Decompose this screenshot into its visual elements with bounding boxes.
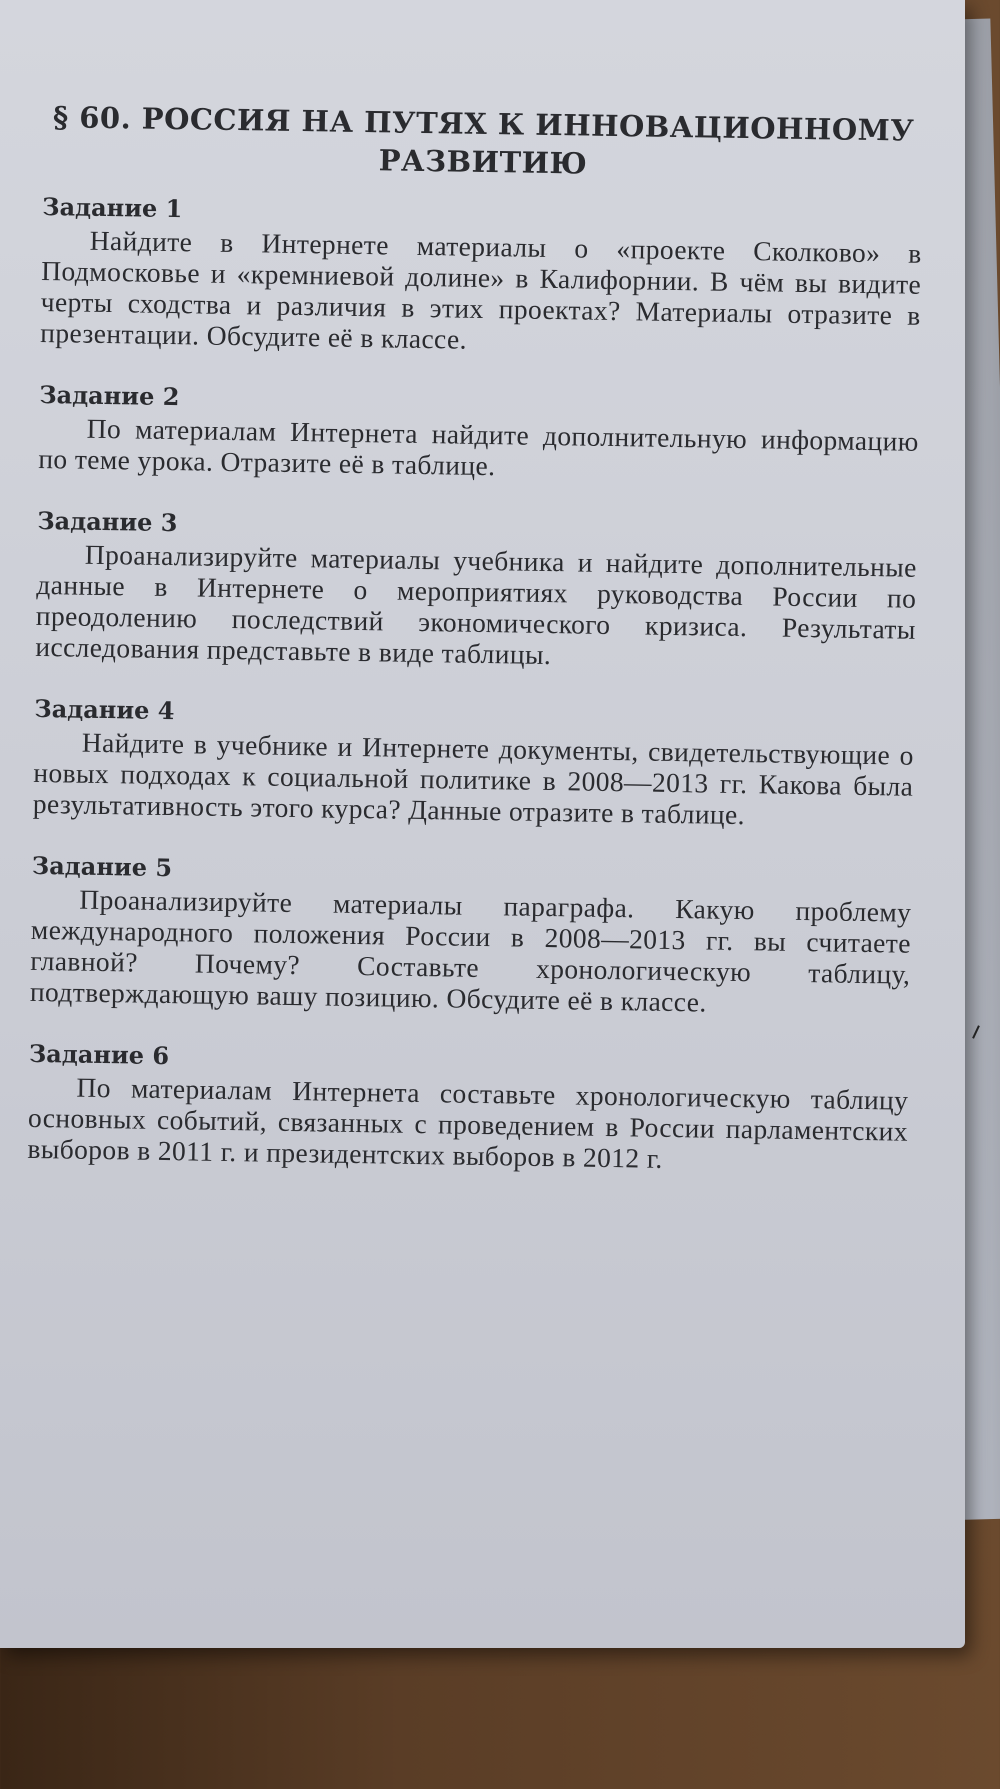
task-text: Найдите в Интернете материалы о «проекте Сколково» в Подмосковье и «кремниевой долине» в Калифорнии. В чём вы видите черты сходства и различия в этих проектах? Материалы отразите в презентации. Обсудите её в классе. [40,224,922,355]
section-title: § 60. РОССИЯ НА ПУТЯХ К ИННОВАЦИОННОМУ РАЗВИТИЮ [52,100,915,181]
task-heading: Задание 2 [39,379,180,412]
task-5 [30,851,912,1021]
page-content [27,98,924,1210]
task-4 [33,694,915,833]
task-heading: Задание 1 [42,191,183,224]
task-text: По материалам Интернета найдите дополнительную информацию по теме урока. Отразите её в таблице. [38,412,919,482]
task-heading: Задание 3 [37,505,178,538]
task-2 [38,380,919,488]
task-text: По материалам Интернета составьте хронологическую таблицу основных событий, связанных с проведением в России парламентских выборов в 2011 г. и президентских выборов в 2012 г. [27,1071,909,1174]
task-text: Проанализируйте материалы учебника и найдите дополнительные данные в Интернете о мероприятиях руководства России по преодолению последствий экономического кризиса. Результаты исследования представьте в виде таблицы. [35,538,917,671]
task-6 [27,1039,909,1178]
task-heading: Задание 4 [34,693,175,726]
task-1 [40,192,922,362]
task-text: Найдите в учебнике и Интернете документы, свидетельствующие о новых подходах к социальной политике в 2008—2013 гг. Какова была результативность этого курса? Данные отразите в таблице. [32,726,915,831]
task-heading: Задание 5 [31,850,173,883]
task-3 [35,506,917,676]
task-heading: Задание 6 [28,1038,170,1071]
task-text: Проанализируйте материалы параграфа. Какую проблему международного положения России в 2008—2013 гг. вы считаете главной? Почему? Составьте хронологическую таблицу, подтверждающую вашу позицию. Обсудите её в классе. [29,883,912,1018]
